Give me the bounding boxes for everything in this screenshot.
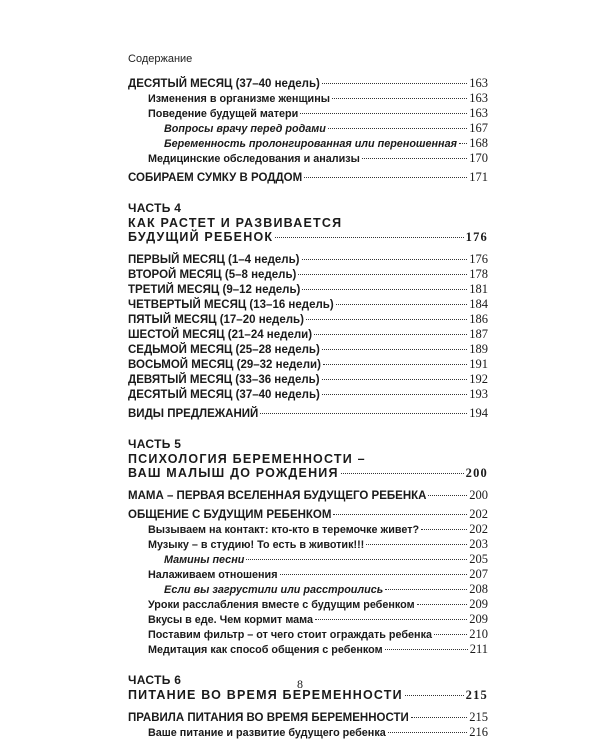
entry-page: 168 (469, 136, 488, 150)
entry-page: 216 (469, 725, 488, 739)
leader-dots (280, 574, 468, 575)
toc-entry[interactable] (128, 106, 488, 121)
entry-page: 200 (465, 466, 488, 480)
toc-entry[interactable] (128, 642, 488, 657)
toc-entry[interactable] (128, 267, 488, 282)
entry-title: ПЕРВЫЙ МЕСЯЦ (1–4 недель) (128, 254, 300, 266)
table-of-contents (128, 76, 488, 740)
toc-entry[interactable] (128, 282, 488, 297)
leader-dots (336, 304, 468, 305)
toc-entry[interactable] (128, 151, 488, 166)
leader-dots (302, 289, 467, 290)
leader-dots (328, 128, 467, 129)
part-title-row[interactable] (128, 466, 488, 480)
leader-dots (275, 237, 463, 238)
leader-dots (362, 158, 467, 159)
entry-page: 207 (469, 567, 488, 581)
leader-dots (322, 379, 468, 380)
toc-entry[interactable] (128, 312, 488, 327)
entry-title: ПЯТЫЙ МЕСЯЦ (17–20 недель) (128, 314, 304, 326)
toc-entry[interactable] (128, 372, 488, 387)
entry-page: 167 (469, 121, 488, 135)
entry-page: 215 (465, 688, 488, 702)
entry-page: 209 (469, 597, 488, 611)
part-title: ПИТАНИЕ ВО ВРЕМЯ БЕРЕМЕННОСТИ (128, 688, 403, 702)
toc-entry[interactable] (128, 612, 488, 627)
part-title: ВАШ МАЛЫШ ДО РОЖДЕНИЯ (128, 466, 339, 480)
part-title: КАК РАСТЕТ И РАЗВИВАЕТСЯ (128, 216, 343, 230)
leader-dots (322, 83, 467, 84)
toc-entry[interactable] (128, 597, 488, 612)
entry-title: Изменения в организме женщины (148, 93, 330, 105)
leader-dots (333, 514, 467, 515)
entry-title: ШЕСТОЙ МЕСЯЦ (21–24 недели) (128, 329, 313, 341)
entry-page: 211 (469, 642, 488, 656)
toc-entry[interactable] (128, 76, 488, 91)
entry-title: ПРАВИЛА ПИТАНИЯ ВО ВРЕМЯ БЕРЕМЕННОСТИ (128, 712, 409, 724)
leader-dots (260, 413, 467, 414)
entry-page: 191 (469, 357, 488, 371)
entry-page: 194 (469, 406, 488, 420)
entry-title: Медитация как способ общения с ребенком (148, 644, 383, 656)
leader-dots (366, 544, 467, 545)
entry-title: ДЕСЯТЫЙ МЕСЯЦ (37–40 недель) (128, 78, 320, 90)
entry-page: 215 (469, 710, 488, 724)
toc-entry[interactable] (128, 342, 488, 357)
part-label: ЧАСТЬ 6 (128, 673, 182, 687)
entry-title: Беременность пролонгированная или переношенная (164, 138, 457, 150)
toc-entry[interactable] (128, 136, 488, 151)
entry-page: 171 (469, 170, 488, 184)
toc-entry[interactable] (128, 488, 488, 503)
entry-page: 193 (469, 387, 488, 401)
toc-entry[interactable] (128, 537, 488, 552)
leader-dots (323, 364, 467, 365)
leader-dots (459, 143, 467, 144)
entry-title: Поведение будущей матери (148, 108, 299, 120)
entry-page: 184 (469, 297, 488, 311)
entry-title: Вызываем на контакт: кто-кто в теремочке живет? (148, 524, 420, 536)
entry-title: Поставим фильтр – от чего стоит ограждать ребенка (148, 629, 432, 641)
entry-title: ТРЕТИЙ МЕСЯЦ (9–12 недель) (128, 284, 301, 296)
entry-page: 203 (469, 537, 488, 551)
entry-title: Налаживаем отношения (148, 569, 278, 581)
leader-dots (322, 394, 467, 395)
entry-title: Ваше питание и развитие будущего ребенка (148, 727, 386, 739)
entry-title: ВТОРОЙ МЕСЯЦ (5–8 недель) (128, 269, 297, 281)
toc-entry[interactable] (128, 567, 488, 582)
toc-entry[interactable] (128, 507, 488, 522)
entry-page: 170 (469, 151, 488, 165)
leader-dots (385, 649, 468, 650)
leader-dots (300, 113, 467, 114)
leader-dots (388, 732, 468, 733)
leader-dots (411, 717, 467, 718)
page-number: 8 (297, 677, 303, 691)
running-head: Содержание (128, 53, 193, 65)
leader-dots (341, 473, 464, 474)
entry-page: 189 (469, 342, 488, 356)
toc-entry[interactable] (128, 252, 488, 267)
entry-page: 176 (469, 252, 488, 266)
leader-dots (428, 495, 467, 496)
entry-page: 209 (469, 612, 488, 626)
toc-entry[interactable] (128, 297, 488, 312)
toc-entry[interactable] (128, 406, 488, 421)
leader-dots (417, 604, 468, 605)
toc-entry[interactable] (128, 327, 488, 342)
entry-title: Музыку – в студию! То есть в животик!!! (148, 539, 365, 551)
leader-dots (421, 529, 467, 530)
entry-page: 187 (469, 327, 488, 341)
toc-entry[interactable] (128, 552, 488, 567)
entry-title: Вкусы в еде. Чем кормит мама (148, 614, 314, 626)
leader-dots (385, 589, 467, 590)
entry-title: ВИДЫ ПРЕДЛЕЖАНИЙ (128, 408, 259, 420)
leader-dots (405, 695, 464, 696)
leader-dots (314, 334, 467, 335)
entry-page: 163 (469, 106, 488, 120)
entry-title: Вопросы врачу перед родами (164, 123, 326, 135)
entry-page: 202 (469, 522, 488, 536)
entry-page: 163 (469, 91, 488, 105)
entry-page: 163 (469, 76, 488, 90)
entry-page: 200 (469, 488, 488, 502)
entry-title: Мамины песни (164, 554, 245, 566)
leader-dots (298, 274, 467, 275)
toc-entry[interactable] (128, 627, 488, 642)
part-label: ЧАСТЬ 4 (128, 201, 182, 215)
leader-dots (434, 634, 467, 635)
toc-entry[interactable] (128, 121, 488, 136)
toc-entry[interactable] (128, 91, 488, 106)
entry-page: 205 (469, 552, 488, 566)
entry-page: 192 (469, 372, 488, 386)
entry-title: ОБЩЕНИЕ С БУДУЩИМ РЕБЕНКОМ (128, 509, 332, 521)
leader-dots (322, 349, 467, 350)
part-label: ЧАСТЬ 5 (128, 437, 182, 451)
entry-page: 202 (469, 507, 488, 521)
entry-page: 181 (469, 282, 488, 296)
entry-title: ДЕСЯТЫЙ МЕСЯЦ (37–40 недель) (128, 389, 320, 401)
entry-title: СЕДЬМОЙ МЕСЯЦ (25–28 недель) (128, 344, 320, 356)
entry-title: ДЕВЯТЫЙ МЕСЯЦ (33–36 недель) (128, 374, 320, 386)
entry-title: Медицинские обследования и анализы (148, 153, 360, 165)
part-title-row[interactable] (128, 230, 488, 244)
leader-dots (315, 619, 467, 620)
toc-entry[interactable] (128, 170, 488, 185)
entry-page: 186 (469, 312, 488, 326)
toc-entry[interactable] (128, 710, 488, 725)
entry-title: ЧЕТВЕРТЫЙ МЕСЯЦ (13–16 недель) (128, 299, 334, 311)
entry-page: 208 (469, 582, 488, 596)
toc-entry[interactable] (128, 357, 488, 372)
part-title: БУДУЩИЙ РЕБЕНОК (128, 230, 274, 244)
entry-page: 176 (465, 230, 488, 244)
part-title: ПСИХОЛОГИЯ БЕРЕМЕННОСТИ – (128, 452, 366, 466)
entry-title: СОБИРАЕМ СУМКУ В РОДДОМ (128, 172, 303, 184)
leader-dots (302, 259, 468, 260)
toc-entry[interactable] (128, 387, 488, 402)
toc-entry[interactable] (128, 582, 488, 597)
entry-title: Уроки расслабления вместе с будущим ребенком (148, 599, 415, 611)
toc-entry[interactable] (128, 522, 488, 537)
entry-title: Если вы загрустили или расстроились (164, 584, 384, 596)
entry-title: МАМА – ПЕРВАЯ ВСЕЛЕННАЯ БУДУЩЕГО РЕБЕНКА (128, 490, 427, 502)
leader-dots (306, 319, 467, 320)
toc-entry[interactable] (128, 725, 488, 740)
entry-page: 178 (469, 267, 488, 281)
entry-title: ВОСЬМОЙ МЕСЯЦ (29–32 недели) (128, 359, 321, 371)
leader-dots (304, 177, 467, 178)
entry-page: 210 (469, 627, 488, 641)
leader-dots (332, 98, 467, 99)
leader-dots (246, 559, 467, 560)
